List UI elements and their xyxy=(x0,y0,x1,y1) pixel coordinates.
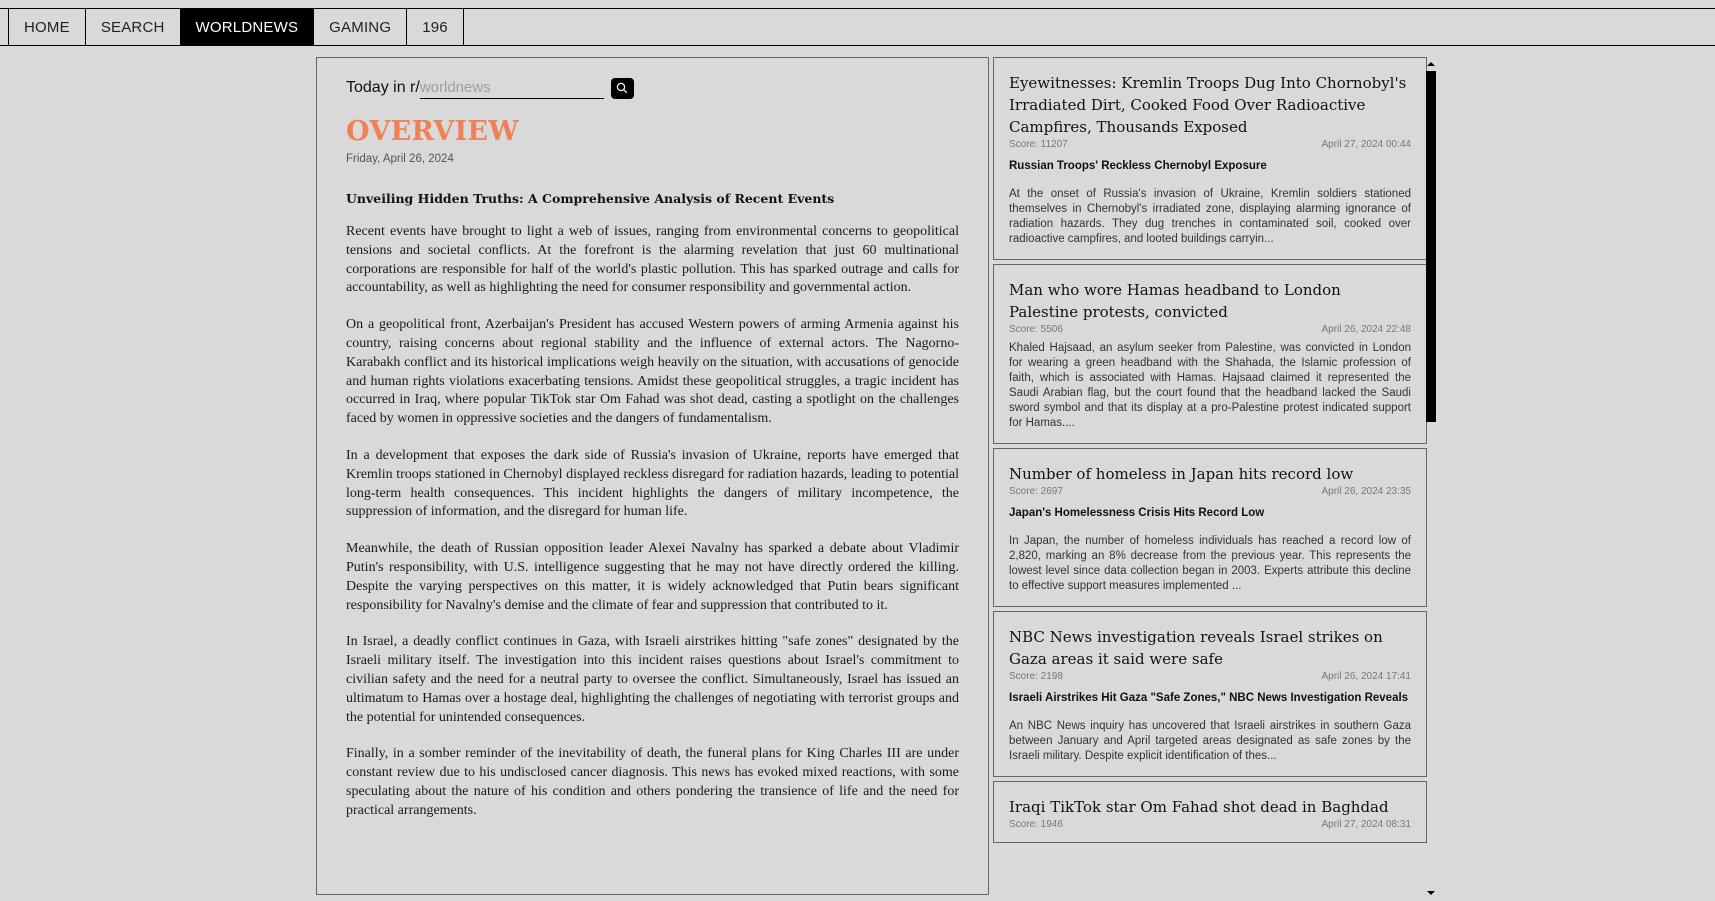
overview-paragraph: Recent events have brought to light a web of issues, ranging from environmental concerns to geopolitical tensions and societal conflicts. At the forefront is the alarming revelation that just 60 multinational corporations are responsible for half of the world's plastic pollution. This has sparked outrage and calls for accountability, as well as highlighting the need for consumer responsibility and governmental action. xyxy=(346,224,959,296)
top-nav xyxy=(0,8,1715,46)
page-title: OVERVIEW xyxy=(346,116,519,147)
overview-paragraph: In Israel, a deadly conflict continues in Gaza, with Israeli airstrikes hitting "safe zones" designated by the Israeli military itself. The investigation into this incident raises questions about Israel's commitment to civilian safety and the need for a neutral party to oversee the conflict. Simultaneously, Israel has issued an ultimatum to Hamas over a hostage deal, highlighting the challenges of negotiating with terrorist groups and the potential for unintended consequences. xyxy=(346,634,959,725)
scrollbar-thumb[interactable] xyxy=(1426,71,1436,422)
feed-scrollbar[interactable] xyxy=(1426,60,1436,895)
scroll-up-arrow-icon[interactable] xyxy=(1427,62,1435,66)
nav-item-worldnews[interactable]: WORLDNEWS xyxy=(181,9,315,45)
post-card[interactable] xyxy=(993,264,1427,444)
post-meta xyxy=(1009,324,1411,335)
overview-paragraph: On a geopolitical front, Azerbaijan's President has accused Western powers of arming Armenia against his country, raising concerns about regional stability and the influence of external actors. The Nagorno-Karabakh conflict and its historical implications weigh heavily on the situation, with accusations of genocide and human rights violations exacerbating tensions. Amidst these geopolitical struggles, a tragic incident has occurred in Iraq, where popular TikTok star Om Fahad was shot dead, casting a spotlight on the challenges faced by women in oppressive societies and the dangers of fundamentalism. xyxy=(346,317,959,427)
nav-item-196[interactable]: 196 xyxy=(407,9,464,45)
post-summary-title: Israeli Airstrikes Hit Gaza "Safe Zones," NBC News Investigation Reveals xyxy=(1009,692,1409,704)
post-time: April 27, 2024 08:31 xyxy=(1321,819,1411,830)
post-time: April 26, 2024 17:41 xyxy=(1321,671,1411,682)
post-meta xyxy=(1009,819,1411,830)
overview-paragraph: In a development that exposes the dark side of Russia's invasion of Ukraine, reports have emerged that Kremlin troops stationed in Chernobyl displayed reckless disregard for radiation hazards, leading to potential long-term health consequences. This incident highlights the dangers of military incompetence, the suppression of information, and the disregard for human life. xyxy=(346,447,959,520)
post-feed xyxy=(993,57,1427,901)
post-score: Score: 2697 xyxy=(1009,486,1063,497)
post-summary: At the onset of Russia's invasion of Ukraine, Kremlin soldiers stationed themselves in Chernobyl's irradiated zone, displaying alarming ignorance of radiation hazards. They dug trenches in contaminated soil, cooked over radioactive campfires, and looted buildings carryin... xyxy=(1009,188,1411,245)
post-meta xyxy=(1009,139,1411,150)
post-summary-title: Japan's Homelessness Crisis Hits Record Low xyxy=(1009,507,1265,519)
post-card[interactable] xyxy=(993,611,1427,777)
post-score: Score: 5506 xyxy=(1009,324,1063,335)
overview-headline: Unveiling Hidden Truths: A Comprehensive Analysis of Recent Events xyxy=(346,191,835,206)
overview-date: Friday, April 26, 2024 xyxy=(346,153,454,165)
post-title[interactable]: Man who wore Hamas headband to London Palestine protests, convicted xyxy=(1009,281,1341,321)
post-card[interactable] xyxy=(993,781,1427,843)
post-summary: Khaled Hajsaad, an asylum seeker from Palestine, was convicted in London for wearing a green headband with the Shahada, the Islamic profession of faith, which is associated with Hamas. Hajsaad claimed it represented the Saudi Arabian flag, but the court found that the headband lacked the Saudi sword symbol and that its display at a pro-Palestine protest indicated support for Hamas.... xyxy=(1009,342,1411,429)
overview-panel xyxy=(316,57,989,895)
post-meta xyxy=(1009,671,1411,682)
today-label: Today in r/ xyxy=(346,79,420,96)
overview-paragraph: Finally, in a somber reminder of the inevitability of death, the funeral plans for King Charles III are under constant review due to his undisclosed cancer diagnosis. This news has evoked mixed reactions, with some speculating about the nature of his condition and others pondering the transience of life and the need for practical arrangements. xyxy=(346,746,959,818)
post-card[interactable] xyxy=(993,57,1427,260)
subreddit-search-row xyxy=(346,74,959,102)
post-summary: An NBC News inquiry has uncovered that Israeli airstrikes in southern Gaza between January and April targeted areas designated as safe zones by the Israeli military. Despite explicit identification of thes... xyxy=(1009,720,1411,762)
search-icon xyxy=(616,82,628,94)
overview-paragraph: Meanwhile, the death of Russian opposition leader Alexei Navalny has sparked a debate about Vladimir Putin's responsibility, with U.S. intelligence suggesting that he may not have directly ordered the killing. Despite the varying perspectives on this matter, it is widely acknowledged that Putin bears significant responsibility for Navalny's demise and the climate of fear and suppression that contributed to it. xyxy=(346,541,959,613)
nav-item-home[interactable]: HOME xyxy=(8,9,86,45)
post-time: April 26, 2024 23:35 xyxy=(1321,486,1411,497)
nav-item-gaming[interactable]: GAMING xyxy=(314,9,407,45)
post-meta xyxy=(1009,486,1411,497)
post-score: Score: 1946 xyxy=(1009,819,1063,830)
nav-item-search[interactable]: SEARCH xyxy=(86,9,181,45)
post-time: April 27, 2024 00:44 xyxy=(1321,139,1411,150)
post-time: April 26, 2024 22:48 xyxy=(1321,324,1411,335)
post-summary-title: Russian Troops' Reckless Chernobyl Exposure xyxy=(1009,160,1267,172)
scroll-down-arrow-icon[interactable] xyxy=(1427,891,1435,895)
post-title[interactable]: NBC News investigation reveals Israel strikes on Gaza areas it said were safe xyxy=(1009,628,1383,668)
post-title[interactable]: Eyewitnesses: Kremlin Troops Dug Into Chornobyl's Irradiated Dirt, Cooked Food Over Radioactive Campfires, Thousands Exposed xyxy=(1009,74,1407,136)
post-score: Score: 2198 xyxy=(1009,671,1063,682)
post-card[interactable] xyxy=(993,448,1427,607)
post-score: Score: 11207 xyxy=(1009,139,1068,150)
subreddit-input[interactable] xyxy=(420,77,604,99)
search-button[interactable] xyxy=(611,78,634,99)
post-summary: In Japan, the number of homeless individuals has reached a record low of 2,820, marking an 8% decrease from the previous year. This represents the lowest level since data collection began in 2003. Experts attribute this decline to effective support measures implemented ... xyxy=(1009,535,1411,592)
post-title[interactable]: Iraqi TikTok star Om Fahad shot dead in Baghdad xyxy=(1009,798,1389,816)
post-title[interactable]: Number of homeless in Japan hits record low xyxy=(1009,465,1354,483)
